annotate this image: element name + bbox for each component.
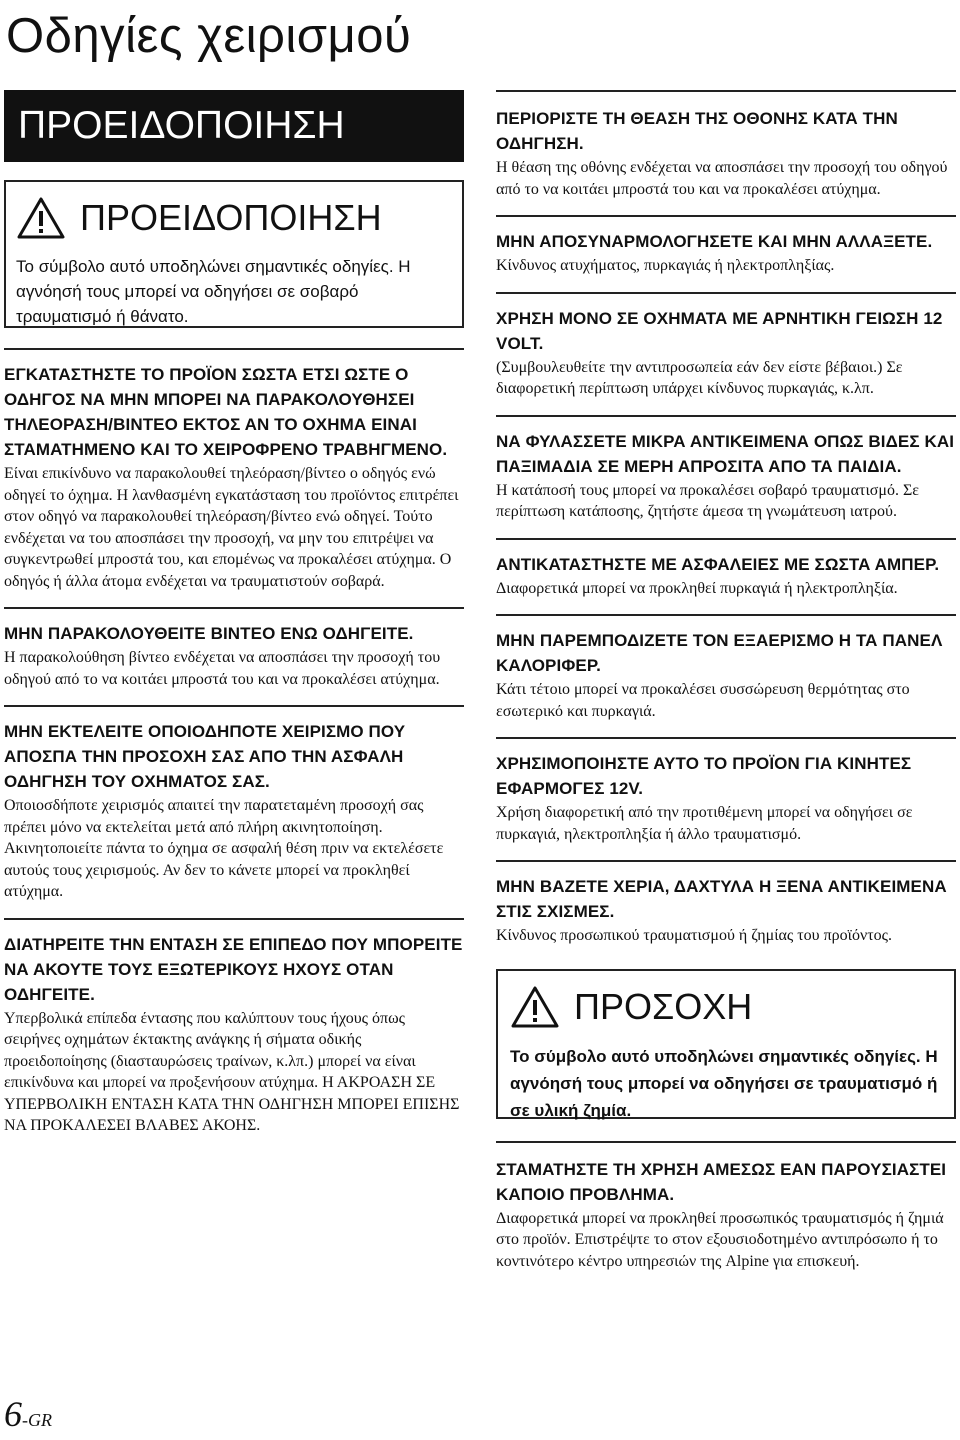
warning-section xyxy=(496,292,956,400)
section-heading: ΜΗΝ ΒΑΖΕΤΕ ΧΕΡΙΑ, ΔΑΧΤΥΛΑ Η ΞΕΝΑ ΑΝΤΙΚΕΙΜΕΝΑ ΣΤΙΣ ΣΧΙΣΜΕΣ. xyxy=(496,877,947,921)
section-body: (Συμβουλευθείτε την αντιπροσωπεία εάν δεν είστε βέβαιοι.) Σε διαφορετική περίπτωση υπάρχει κίνδυνος πυρκαγιάς, κ.λπ. xyxy=(496,358,903,397)
section-body: Διαφορετικά μπορεί να προκληθεί πυρκαγιά ή ηλεκτροπληξία. xyxy=(496,579,898,597)
warning-section xyxy=(4,705,464,903)
caution-notice-label: ΠΡΟΣΟΧΗ xyxy=(574,985,753,1027)
warning-section xyxy=(496,538,956,600)
warning-triangle-icon xyxy=(510,985,560,1029)
section-heading: ΝΑ ΦΥΛΑΣΣΕΤΕ ΜΙΚΡΑ ΑΝΤΙΚΕΙΜΕΝΑ ΟΠΩΣ ΒΙΔΕΣ ΚΑΙ ΠΑΞΙΜΑΔΙΑ ΣΕ ΜΕΡΗ ΑΠΡΟΣΙΤΑ ΑΠΟ ΤΑ ΠΑΙΔΙΑ. xyxy=(496,431,955,476)
section-heading: ΧΡΗΣΗ ΜΟΝΟ ΣΕ ΟΧΗΜΑΤΑ ΜΕ ΑΡΝΗΤΙΚΗ ΓΕΙΩΣΗ 12 VOLT. xyxy=(496,308,943,353)
section-body: Οποιοσδήποτε χειρισμός απαιτεί την παρατεταμένη προσοχή σας πρέπει μόνο να εκτελείται μετά από πλήρη ακινητοποίηση. Ακινητοποιείτε πάντα το όχημα σε ασφαλή θέση πριν να εκτελέσετε αυτούς τους χειρισμούς. Αν δεν το κάνετε μπορεί να προκληθεί ατύχημα. xyxy=(4,797,444,900)
section-heading: ΜΗΝ ΑΠΟΣΥΝΑΡΜΟΛΟΓΗΣΕΤΕ ΚΑΙ ΜΗΝ ΑΛΛΑΞΕΤΕ. xyxy=(496,232,933,251)
page-title: Οδηγίες χειρισμού xyxy=(6,9,412,63)
section-heading: ΜΗΝ ΕΚΤΕΛΕΙΤΕ ΟΠΟΙΟΔΗΠΟΤΕ ΧΕΙΡΙΣΜΟ ΠΟΥ ΑΠΟΣΠΑ ΤΗΝ ΠΡΟΣΟΧΗ ΣΑΣ ΑΠΟ ΤΗΝ ΑΣΦΑΛΗ ΟΔΗΓΗΣΗ ΤΟΥ ΟΧΗΜΑΤΟΣ ΣΑΣ. xyxy=(4,722,406,791)
section-heading: ΜΗΝ ΠΑΡΑΚΟΛΟΥΘΕΙΤΕ ΒΙΝΤΕΟ ΕΝΩ ΟΔΗΓΕΙΤΕ. xyxy=(4,624,414,643)
section-body: Υπερβολικά επίπεδα έντασης που καλύπτουν τους ήχους όπως σειρήνες οχημάτων έκτακτης ανάγκης ή σήματα οδικής προειδοποίησης (διασταυρώσεις τραίνων, κ.λπ.) μπορεί να είναι επικίνδυνα και μπορεί να προξενήσουν ατύχημα. Η ΑΚΡΟΑΣΗ ΣΕ ΥΠΕΡΒΟΛΙΚΗ ΕΝΤΑΣΗ ΚΑΤΑ ΤΗΝ ΟΔΗΓΗΣΗ ΜΠΟΡΕΙ ΕΠΙΣΗΣ ΝΑ ΠΡΟΚΑΛΕΣΕΙ ΒΛΑΒΕΣ ΑΚΟΗΣ. xyxy=(4,1009,460,1134)
caution-notice-header xyxy=(510,971,942,1043)
left-warning-sections xyxy=(4,348,464,1137)
section-body: Η θέαση της οθόνης ενδέχεται να αποσπάσει την προσοχή του οδηγού από το να κοιτάει μπροστά του και να προκαλέσει ατύχημα. xyxy=(496,159,948,198)
warning-section xyxy=(4,918,464,1137)
section-body: Χρήση διαφορετική από την προτιθέμενη μπορεί να οδηγήσει σε πυρκαγιά, ηλεκτροπληξία ή άλλο τραυματισμό. xyxy=(496,804,913,843)
page-number-value: 6 xyxy=(4,1394,22,1434)
warning-section xyxy=(4,607,464,690)
section-heading: ΑΝΤΙΚΑΤΑΣΤΗΣΤΕ ΜΕ ΑΣΦΑΛΕΙΕΣ ΜΕ ΣΩΣΤΑ ΑΜΠΕΡ. xyxy=(496,554,940,574)
warning-banner: ΠΡΟΕΙΔΟΠΟΙΗΣΗ xyxy=(4,90,464,162)
right-warning-sections xyxy=(496,90,956,947)
warning-section xyxy=(4,348,464,592)
section-body: Κίνδυνος προσωπικού τραυματισμού ή ζημίας του προϊόντος. xyxy=(496,927,892,944)
warning-triangle-icon xyxy=(16,196,66,240)
warning-notice-header xyxy=(16,182,452,254)
section-heading: ΜΗΝ ΠΑΡΕΜΠΟΔΙΖΕΤΕ ΤΟΝ ΕΞΑΕΡΙΣΜΟ Η ΤΑ ΠΑΝΕΛ ΚΑΛΟΡΙΦΕΡ. xyxy=(496,631,943,675)
warning-notice-label: ΠΡΟΕΙΔΟΠΟΙΗΣΗ xyxy=(80,197,382,238)
warning-section xyxy=(496,215,956,277)
warning-notice-box xyxy=(4,180,464,328)
caution-section xyxy=(496,1141,956,1273)
warning-notice-text: Το σύμβολο αυτό υποδηλώνει σημαντικές οδηγίες. Η αγνόησή τους μπορεί να οδηγήσει σε σοβαρό τραυματισμό ή θάνατο. xyxy=(16,257,411,326)
section-body: Κάτι τέτοιο μπορεί να προκαλέσει συσσώρευση θερμότητας στο εσωτερικό και πυρκαγιά. xyxy=(496,681,910,720)
warning-section xyxy=(496,90,956,200)
section-body: Κίνδυνος ατυχήματος, πυρκαγιάς ή ηλεκτροπληξίας. xyxy=(496,257,835,274)
section-heading: ΠΕΡΙΟΡΙΣΤΕ ΤΗ ΘΕΑΣΗ ΤΗΣ ΟΘΟΝΗΣ ΚΑΤΑ ΤΗΝ ΟΔΗΓΗΣΗ. xyxy=(496,109,898,153)
warning-section xyxy=(496,415,956,523)
section-heading: ΔΙΑΤΗΡΕΙΤΕ ΤΗΝ ΕΝΤΑΣΗ ΣΕ ΕΠΙΠΕΔΟ ΠΟΥ ΜΠΟΡΕΙΤΕ ΝΑ ΑΚΟΥΤΕ ΤΟΥΣ ΕΞΩΤΕΡΙΚΟΥΣ ΗΧΟΥΣ ΟΤΑΝ ΟΔΗΓΕΙΤΕ. xyxy=(4,934,463,1004)
section-body: Η παρακολούθηση βίντεο ενδέχεται να αποσπάσει την προσοχή του οδηγού από το να κοιτάει μπροστά του και να προκαλέσει ατύχημα. xyxy=(4,649,441,688)
warning-section xyxy=(496,614,956,722)
caution-sections xyxy=(496,1141,956,1273)
caution-notice-box xyxy=(496,969,956,1119)
page-number xyxy=(4,1394,52,1440)
section-body: Η κατάποσή τους μπορεί να προκαλέσει σοβαρό τραυματισμό. Σε περίπτωση κατάποσης, ζητήστε άμεσα τη γνωμάτευση ιατρού. xyxy=(496,481,919,520)
left-column xyxy=(4,90,464,1137)
section-heading: ΧΡΗΣΙΜΟΠΟΙΗΣΤΕ ΑΥΤΟ ΤΟ ΠΡΟΪΟΝ ΓΙΑ ΚΙΝΗΤΕΣ ΕΦΑΡΜΟΓΕΣ 12V. xyxy=(496,754,912,798)
section-body: Είναι επικίνδυνο να παρακολουθεί τηλεόραση/βίντεο ο οδηγός ενώ οδηγεί το όχημα. Η λανθασμένη εγκατάσταση του προϊόντος επιτρέπει στον οδηγό να παρακολουθεί τηλεόραση/βίντεο ενώ οδηγεί. Τούτο ενδέχεται να του αποσπάσει την προσοχή, να μην του επιτρέψει να συγκεντρωθεί μπροστά του, και επομένως να προκαλέσει ατύχημα. Ο οδηγός ή άλλα άτομα ενδέχεται να τραυματιστούν σοβαρά. xyxy=(4,465,459,590)
right-column xyxy=(496,90,956,1272)
warning-section xyxy=(496,860,956,947)
section-heading: ΕΓΚΑΤΑΣΤΗΣΤΕ ΤΟ ΠΡΟΪΟΝ ΣΩΣΤΑ ΕΤΣΙ ΩΣΤΕ Ο ΟΔΗΓΟΣ ΝΑ ΜΗΝ ΜΠΟΡΕΙ ΝΑ ΠΑΡΑΚΟΛΟΥΘΗΣΕΙ ΤΗΛΕΟΡΑΣΗ/ΒΙΝΤΕΟ ΕΚΤΟΣ ΑΝ ΤΟ ΟΧΗΜΑ ΕΙΝΑΙ ΣΤΑΜΑΤΗΜΕΝΟ ΚΑΙ ΤΟ ΧΕΙΡΟΦΡΕΝΟ ΤΡΑΒΗΓΜΕΝΟ. xyxy=(4,365,448,459)
section-heading: ΣΤΑΜΑΤΗΣΤΕ ΤΗ ΧΡΗΣΗ ΑΜΕΣΩΣ ΕΑΝ ΠΑΡΟΥΣΙΑΣΤΕΙ ΚΑΠΟΙΟ ΠΡΟΒΛΗΜΑ. xyxy=(496,1159,947,1204)
warning-section xyxy=(496,737,956,845)
page-number-suffix: -GR xyxy=(22,1410,52,1430)
section-body: Διαφορετικά μπορεί να προκληθεί προσωπικός τραυματισμός ή ζημιά στο προϊόν. Επιστρέψτε το στον εξουσιοδοτημένο αντιπρόσωπο ή το κοντινότερο κέντρο υπηρεσιών της Alpine για επισκευή. xyxy=(496,1209,944,1270)
caution-notice-text: Το σύμβολο αυτό υποδηλώνει σημαντικές οδηγίες. Η αγνόησή τους μπορεί να οδηγήσει σε τραυματισμό ή σε υλική ζημία. xyxy=(510,1046,938,1120)
